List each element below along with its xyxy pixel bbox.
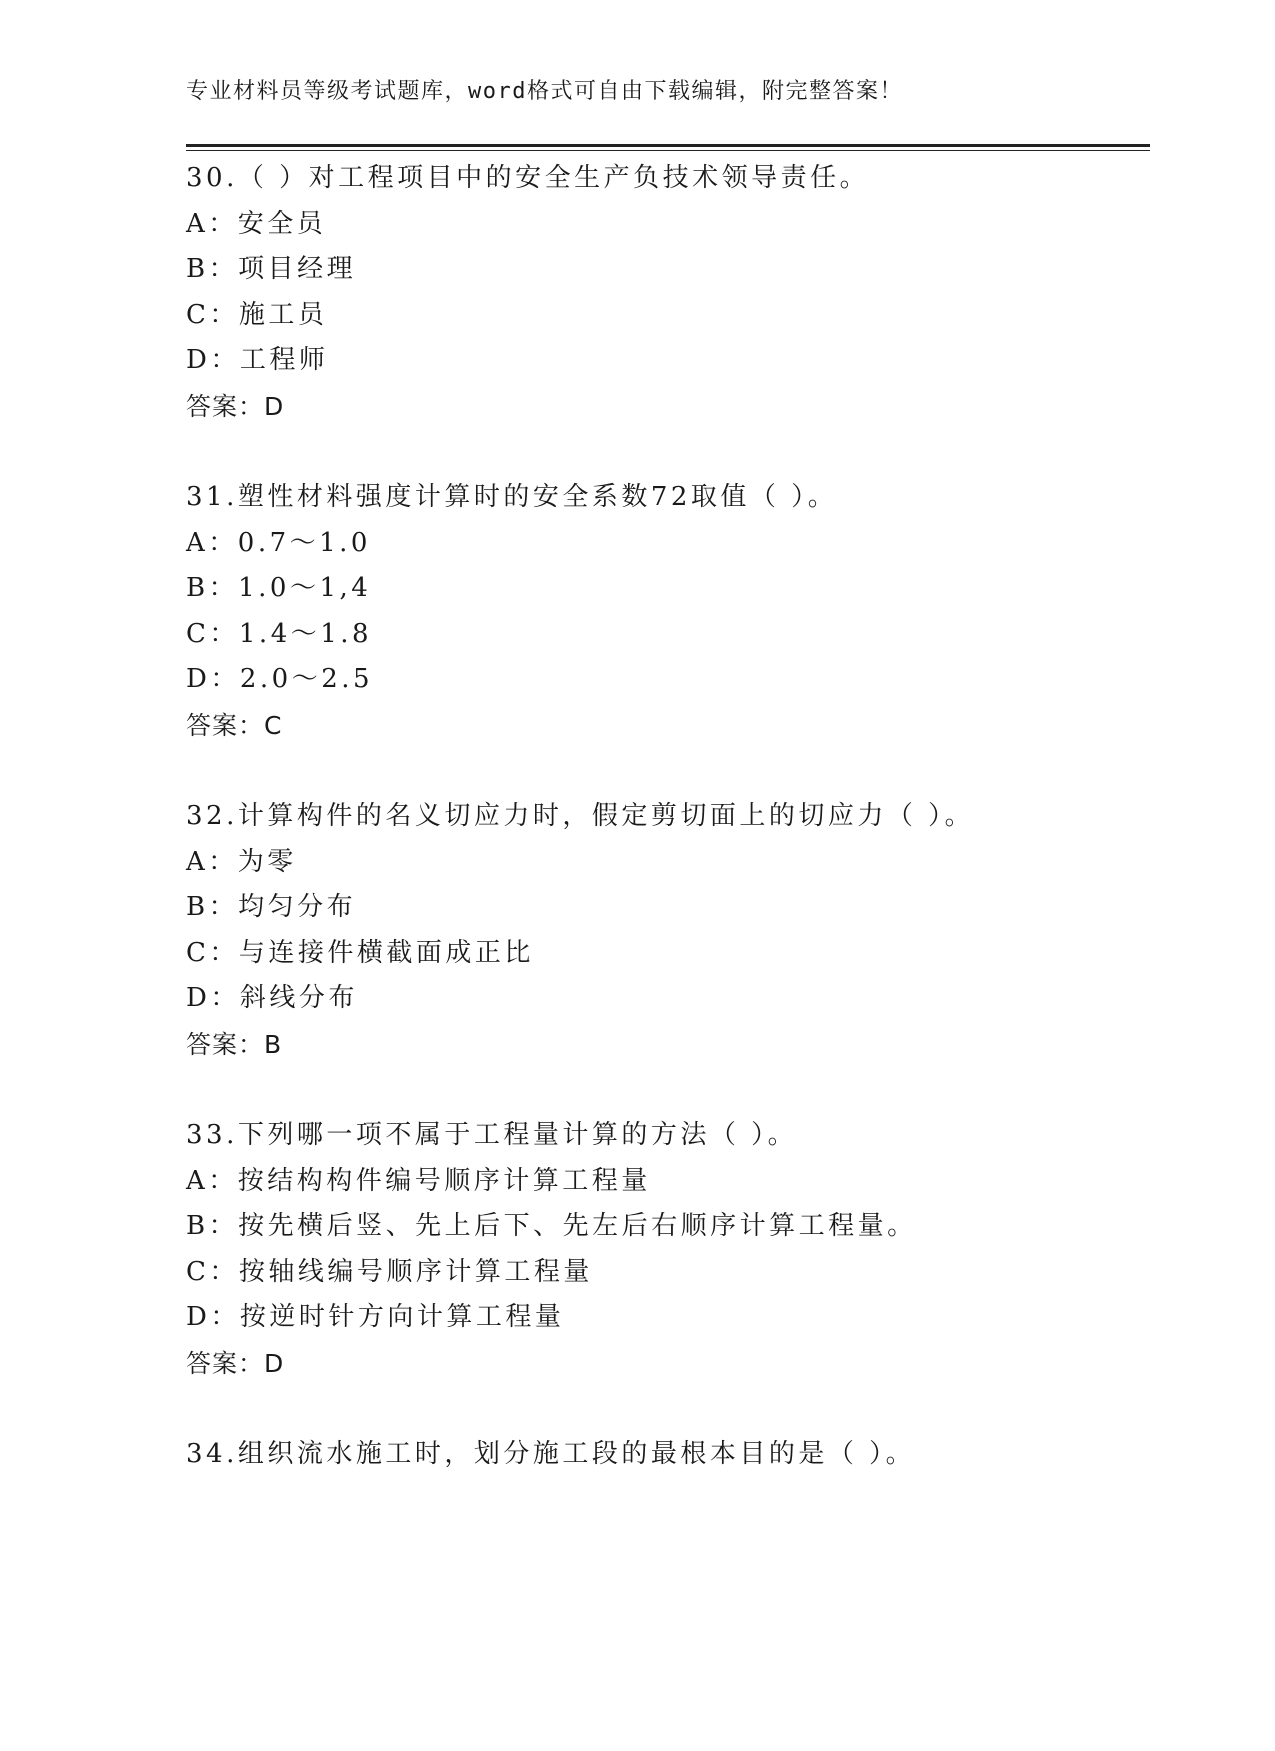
option-d: D：工程师 <box>186 345 329 375</box>
option-c: C：与连接件横截面成正比 <box>186 937 534 968</box>
header-rule-thick <box>186 144 1150 147</box>
question-31 <box>186 475 1150 794</box>
header-rule-thin <box>186 150 1150 151</box>
question-33 <box>186 1113 1150 1432</box>
answer: 答案：C <box>186 710 283 740</box>
answer: 答案：B <box>186 1029 283 1059</box>
option-c: C：按轴线编号顺序计算工程量 <box>186 1256 593 1287</box>
option-d: D：2.0～2.5 <box>186 664 374 694</box>
answer: 答案：D <box>186 391 285 421</box>
question-stem: 34.组织流水施工时，划分施工段的最根本目的是（ ）。 <box>186 1439 916 1469</box>
question-30 <box>186 156 1150 475</box>
question-32 <box>186 794 1150 1113</box>
question-stem: 32.计算构件的名义切应力时，假定剪切面上的切应力（ ）。 <box>186 801 975 831</box>
question-34 <box>186 1432 1150 1751</box>
option-a: A：0.7～1.0 <box>186 527 371 558</box>
option-b: B：1.0～1,4 <box>186 573 372 603</box>
header-note: 专业材料员等级考试题库，word格式可自由下载编辑，附完整答案！ <box>186 79 903 104</box>
option-c: C：施工员 <box>186 299 328 330</box>
option-b: B：均匀分布 <box>186 892 357 922</box>
option-d: D：斜线分布 <box>186 983 358 1013</box>
option-d: D：按逆时针方向计算工程量 <box>186 1302 565 1332</box>
question-list <box>186 156 1150 1751</box>
option-a: A：为零 <box>186 846 297 877</box>
answer: 答案：D <box>186 1348 285 1378</box>
option-b: B：按先横后竖、先上后下、先左后右顺序计算工程量。 <box>186 1211 917 1241</box>
option-a: A：安全员 <box>186 208 327 239</box>
option-c: C：1.4～1.8 <box>186 618 373 649</box>
option-a: A：按结构构件编号顺序计算工程量 <box>186 1165 651 1196</box>
question-stem: 33.下列哪一项不属于工程量计算的方法（ ）。 <box>186 1120 798 1150</box>
question-stem: 30.（ ）对工程项目中的安全生产负技术领导责任。 <box>186 163 870 193</box>
question-stem: 31.塑性材料强度计算时的安全系数72取值（ ）。 <box>186 482 838 512</box>
option-b: B：项目经理 <box>186 254 357 284</box>
